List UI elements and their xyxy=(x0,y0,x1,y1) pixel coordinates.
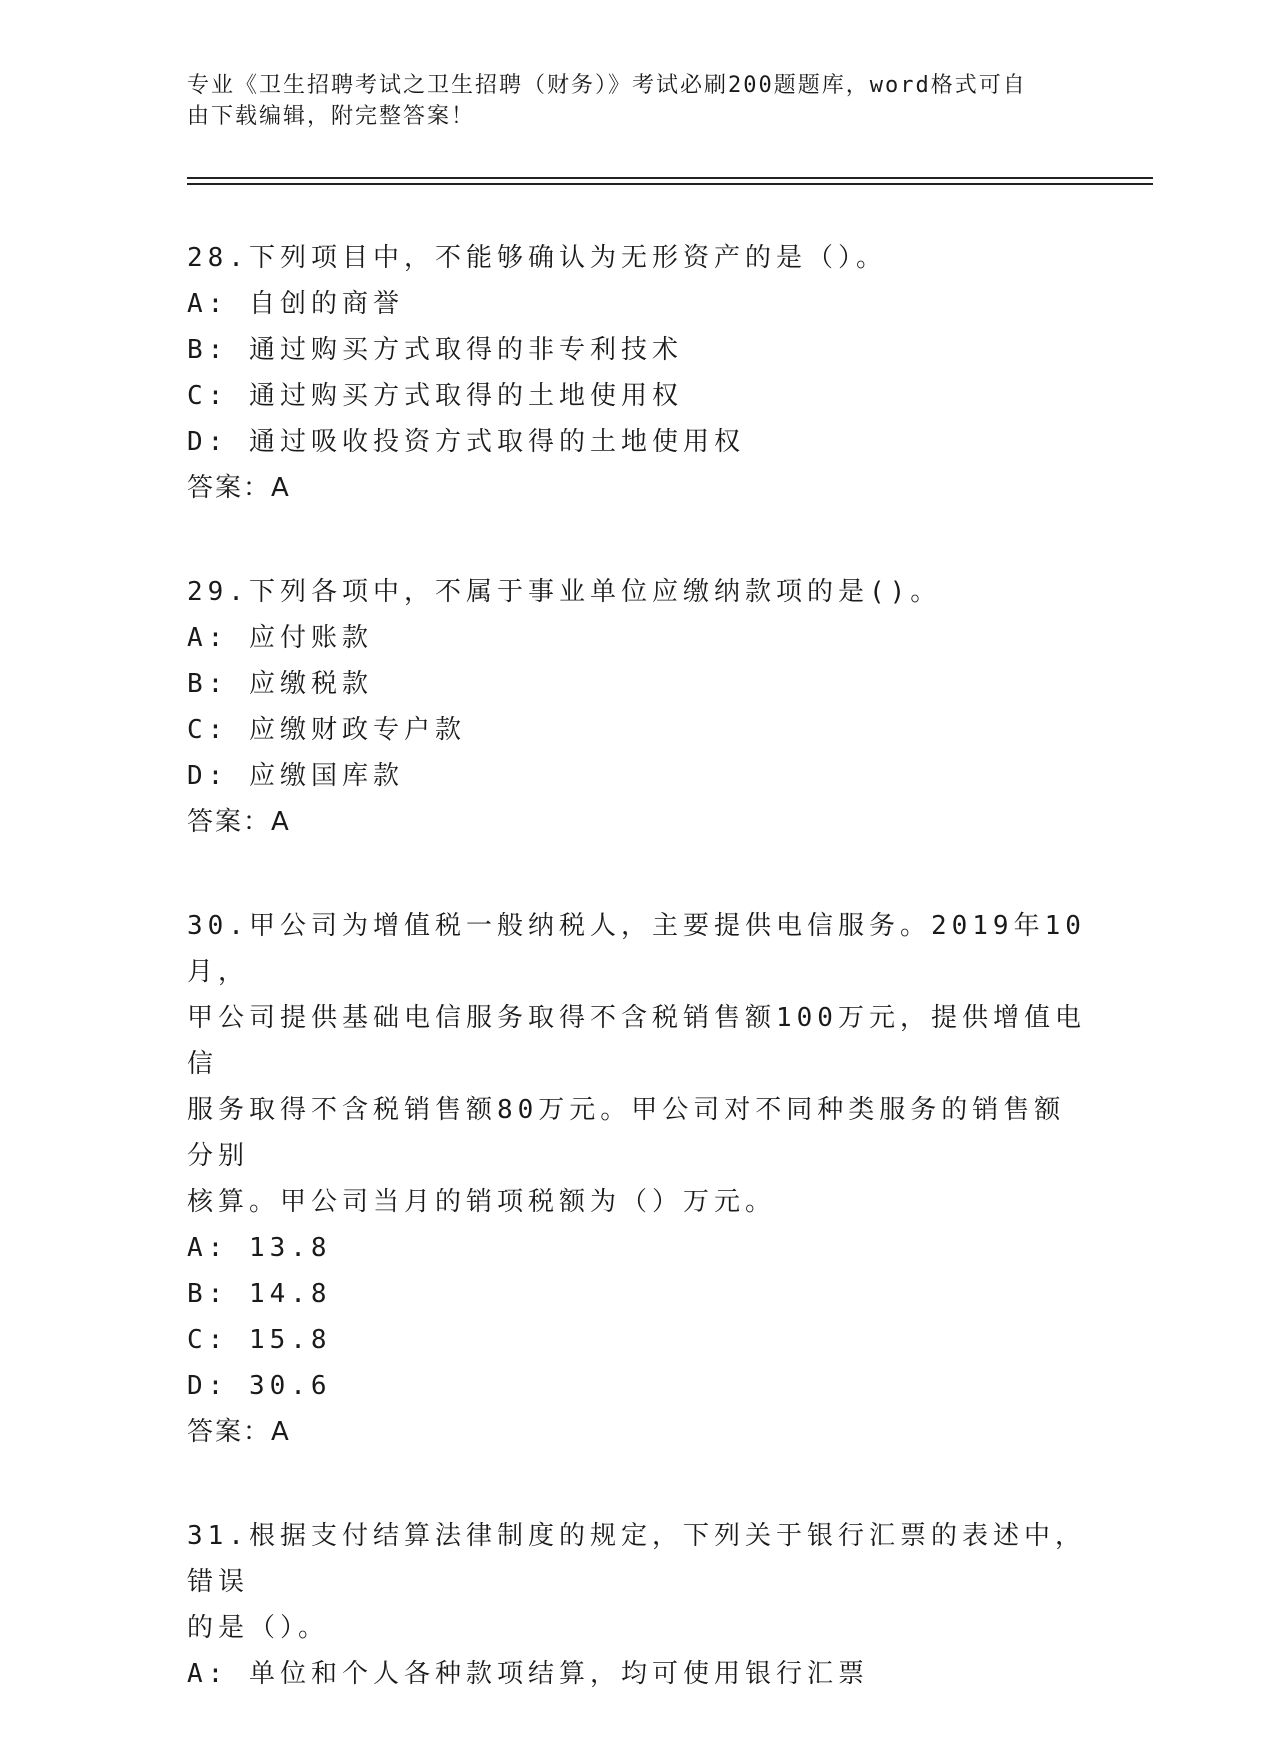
document-header xyxy=(187,70,1067,132)
question-31 xyxy=(187,1513,1087,1697)
option-b: B: 应缴税款 xyxy=(187,669,373,699)
answer-line: 答案：A xyxy=(187,1417,291,1447)
option-b: B: 14.8 xyxy=(187,1279,332,1309)
header-divider-top xyxy=(187,177,1153,179)
question-stem-line: 服务取得不含税销售额80万元。甲公司对不同种类服务的销售额分别 xyxy=(187,1095,1066,1171)
header-divider-bottom xyxy=(187,183,1153,185)
question-29 xyxy=(187,569,1087,845)
question-list xyxy=(187,235,1087,1755)
answer-line: 答案：A xyxy=(187,807,291,837)
question-30 xyxy=(187,903,1087,1455)
question-stem: 28.下列项目中，不能够确认为无形资产的是（）。 xyxy=(187,243,887,273)
option-d: D: 30.6 xyxy=(187,1371,332,1401)
header-line-2: 由下载编辑，附完整答案！ xyxy=(187,104,476,129)
header-line-1: 专业《卫生招聘考试之卫生招聘（财务）》考试必刷200题题库，word格式可自 xyxy=(187,73,1027,98)
option-d: D: 应缴国库款 xyxy=(187,761,404,791)
option-a: A: 应付账款 xyxy=(187,623,373,653)
option-c: C: 通过购买方式取得的土地使用权 xyxy=(187,381,683,411)
question-stem-line: 的是（）。 xyxy=(187,1613,330,1643)
question-stem-line: 30.甲公司为增值税一般纳税人，主要提供电信服务。2019年10月， xyxy=(187,911,1086,987)
option-c: C: 15.8 xyxy=(187,1325,332,1355)
question-stem-line: 核算。甲公司当月的销项税额为（）万元。 xyxy=(187,1187,777,1217)
option-c: C: 应缴财政专户款 xyxy=(187,715,466,745)
question-stem: 29.下列各项中，不属于事业单位应缴纳款项的是()。 xyxy=(187,577,942,607)
question-28 xyxy=(187,235,1087,511)
option-a: A: 自创的商誉 xyxy=(187,289,404,319)
question-stem-line: 31.根据支付结算法律制度的规定，下列关于银行汇票的表述中，错误 xyxy=(187,1521,1086,1597)
option-b: B: 通过购买方式取得的非专利技术 xyxy=(187,335,683,365)
answer-line: 答案：A xyxy=(187,473,291,503)
option-d: D: 通过吸收投资方式取得的土地使用权 xyxy=(187,427,745,457)
option-a: A: 单位和个人各种款项结算，均可使用银行汇票 xyxy=(187,1659,869,1689)
question-stem-line: 甲公司提供基础电信服务取得不含税销售额100万元，提供增值电信 xyxy=(187,1003,1086,1079)
option-a: A: 13.8 xyxy=(187,1233,332,1263)
